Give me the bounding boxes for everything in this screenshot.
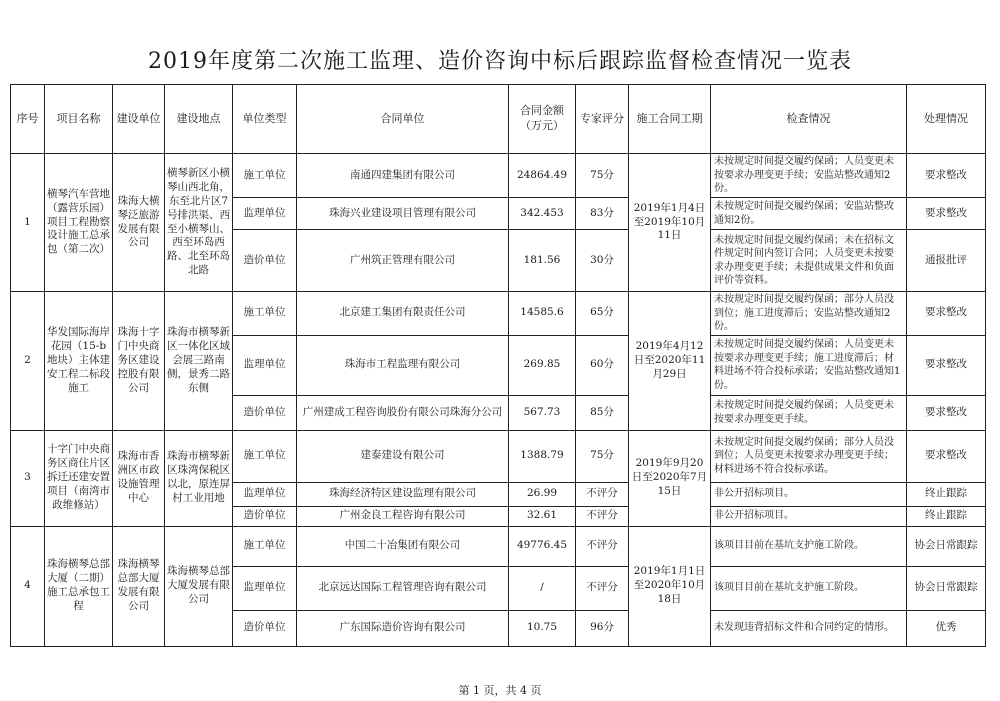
project-builder: 珠海横琴总部大厦发展有限公司 — [113, 526, 165, 646]
contract-unit: 南通四建集团有限公司 — [297, 154, 509, 198]
project-seq: 4 — [11, 526, 45, 646]
expert-score: 不评分 — [576, 482, 629, 506]
expert-score: 75分 — [576, 154, 629, 198]
handling-result: 要求整改 — [907, 198, 986, 230]
handling-result: 要求整改 — [907, 395, 986, 430]
contract-amount: 32.61 — [509, 506, 576, 526]
unit-type: 施工单位 — [233, 154, 297, 198]
check-result: 未按规定时间提交履约保函；人员变更未按要求办理变更手续；施工进度滞后；材料进场不符合投标承诺；安监站整改通知1份。 — [711, 335, 907, 395]
unit-type: 监理单位 — [233, 198, 297, 230]
project-location: 横琴新区小横琴山西北角，东至北片区7号排洪渠、西至小横琴山、西至环岛西路、北至环岛北路 — [165, 154, 233, 292]
expert-score: 不评分 — [576, 566, 629, 610]
check-result: 未按规定时间提交履约保函；安监站整改通知2份。 — [711, 198, 907, 230]
check-result: 该项目目前在基坑支护施工阶段。 — [711, 566, 907, 610]
contract-amount: 26.99 — [509, 482, 576, 506]
handling-result: 要求整改 — [907, 335, 986, 395]
unit-type: 造价单位 — [233, 506, 297, 526]
handling-result: 终止跟踪 — [907, 506, 986, 526]
contract-unit: 中国二十冶集团有限公司 — [297, 526, 509, 566]
project-seq: 1 — [11, 154, 45, 292]
header-check: 检查情况 — [711, 85, 907, 154]
contract-unit: 广东国际造价咨询有限公司 — [297, 610, 509, 646]
unit-type: 造价单位 — [233, 230, 297, 292]
contract-period: 2019年1月1日至2020年10月18日 — [629, 526, 711, 646]
project-seq: 3 — [11, 430, 45, 526]
expert-score: 65分 — [576, 292, 629, 336]
project-location: 珠海市横琴新区珠湾保税区以北，原连屏村工业用地 — [165, 430, 233, 526]
contract-unit: 北京建工集团有限责任公司 — [297, 292, 509, 336]
check-result: 未按规定时间提交履约保函；部分人员没到位；人员变更未按要求办理变更手续；材料进场不符合投标承诺。 — [711, 430, 907, 482]
project-builder: 珠海十字门中央商务区建设控股有限公司 — [113, 292, 165, 431]
contract-amount: 14585.6 — [509, 292, 576, 336]
header-contract-unit: 合同单位 — [297, 85, 509, 154]
table-row — [11, 154, 986, 198]
project-name: 华发国际海岸花园（15-b地块）主体建安工程二标段施工 — [45, 292, 113, 431]
header-amount: 合同金额（万元） — [509, 85, 576, 154]
check-result: 未按规定时间提交履约保函；人员变更未按要求办理变更手续。 — [711, 395, 907, 430]
header-project: 项目名称 — [45, 85, 113, 154]
unit-type: 造价单位 — [233, 610, 297, 646]
header-result: 处理情况 — [907, 85, 986, 154]
inspection-table — [10, 84, 986, 647]
handling-result: 协会日常跟踪 — [907, 566, 986, 610]
project-name: 十字门中央商务区商住片区拆迁还建安置项目（南湾市政维修站） — [45, 430, 113, 526]
contract-unit: 建泰建设有限公司 — [297, 430, 509, 482]
contract-amount: 269.85 — [509, 335, 576, 395]
table-header-row — [11, 85, 986, 154]
header-seq: 序号 — [11, 85, 45, 154]
header-period: 施工合同工期 — [629, 85, 711, 154]
project-location: 珠海市横琴新区一体化区域会展三路南侧，景秀二路东侧 — [165, 292, 233, 431]
project-seq: 2 — [11, 292, 45, 431]
table-row — [11, 292, 986, 336]
contract-unit: 广州建成工程咨询股份有限公司珠海分公司 — [297, 395, 509, 430]
contract-period: 2019年4月12日至2020年11月29日 — [629, 292, 711, 431]
table-row — [11, 430, 986, 482]
contract-unit: 广州金良工程咨询有限公司 — [297, 506, 509, 526]
handling-result: 通报批评 — [907, 230, 986, 292]
check-result: 该项目目前在基坑支护施工阶段。 — [711, 526, 907, 566]
expert-score: 85分 — [576, 395, 629, 430]
header-location: 建设地点 — [165, 85, 233, 154]
unit-type: 监理单位 — [233, 566, 297, 610]
header-builder: 建设单位 — [113, 85, 165, 154]
handling-result: 协会日常跟踪 — [907, 526, 986, 566]
contract-unit: 珠海市工程监理有限公司 — [297, 335, 509, 395]
contract-period: 2019年9月20日至2020年7月15日 — [629, 430, 711, 526]
expert-score: 不评分 — [576, 506, 629, 526]
handling-result: 要求整改 — [907, 292, 986, 336]
contract-unit: 北京远达国际工程管理咨询有限公司 — [297, 566, 509, 610]
contract-unit: 珠海经济特区建设监理有限公司 — [297, 482, 509, 506]
check-result: 非公开招标项目。 — [711, 506, 907, 526]
contract-amount: / — [509, 566, 576, 610]
unit-type: 施工单位 — [233, 430, 297, 482]
project-name: 珠海横琴总部大厦（二期）施工总承包工程 — [45, 526, 113, 646]
contract-amount: 1388.79 — [509, 430, 576, 482]
handling-result: 优秀 — [907, 610, 986, 646]
unit-type: 施工单位 — [233, 292, 297, 336]
expert-score: 96分 — [576, 610, 629, 646]
page-footer: 第 1 页，共 4 页 — [458, 684, 542, 697]
handling-result: 要求整改 — [907, 430, 986, 482]
handling-result: 终止跟踪 — [907, 482, 986, 506]
check-result: 未按规定时间提交履约保函；人员变更未按要求办理变更手续；安监站整改通知2份。 — [711, 154, 907, 198]
project-location: 珠海横琴总部大厦发展有限公司 — [165, 526, 233, 646]
header-score: 专家评分 — [576, 85, 629, 154]
check-result: 未按规定时间提交履约保函；未在招标文件规定时间内签订合同；人员变更未按要求办理变更手续；未提供成果文件和负面评价等资料。 — [711, 230, 907, 292]
contract-amount: 49776.45 — [509, 526, 576, 566]
contract-amount: 181.56 — [509, 230, 576, 292]
contract-period: 2019年1月4日至2019年10月11日 — [629, 154, 711, 292]
contract-unit: 广州筑正管理有限公司 — [297, 230, 509, 292]
unit-type: 监理单位 — [233, 335, 297, 395]
expert-score: 不评分 — [576, 526, 629, 566]
project-name: 横琴汽车营地（露营乐园）项目工程勘察设计施工总承包（第二次） — [45, 154, 113, 292]
expert-score: 60分 — [576, 335, 629, 395]
expert-score: 75分 — [576, 430, 629, 482]
table-row — [11, 526, 986, 566]
header-unit-type: 单位类型 — [233, 85, 297, 154]
project-builder: 珠海市香洲区市政设施管理中心 — [113, 430, 165, 526]
contract-amount: 10.75 — [509, 610, 576, 646]
check-result: 非公开招标项目。 — [711, 482, 907, 506]
expert-score: 83分 — [576, 198, 629, 230]
unit-type: 施工单位 — [233, 526, 297, 566]
contract-amount: 342.453 — [509, 198, 576, 230]
check-result: 未发现违背招标文件和合同约定的情形。 — [711, 610, 907, 646]
contract-amount: 567.73 — [509, 395, 576, 430]
unit-type: 监理单位 — [233, 482, 297, 506]
check-result: 未按规定时间提交履约保函；部分人员没到位；施工进度滞后；安监站整改通知2份。 — [711, 292, 907, 336]
expert-score: 30分 — [576, 230, 629, 292]
page-title: 2019年度第二次施工监理、造价咨询中标后跟踪监督检查情况一览表 — [148, 49, 852, 74]
unit-type: 造价单位 — [233, 395, 297, 430]
project-builder: 珠海大横琴泛旅游发展有限公司 — [113, 154, 165, 292]
handling-result: 要求整改 — [907, 154, 986, 198]
contract-unit: 珠海兴业建设项目管理有限公司 — [297, 198, 509, 230]
contract-amount: 24864.49 — [509, 154, 576, 198]
